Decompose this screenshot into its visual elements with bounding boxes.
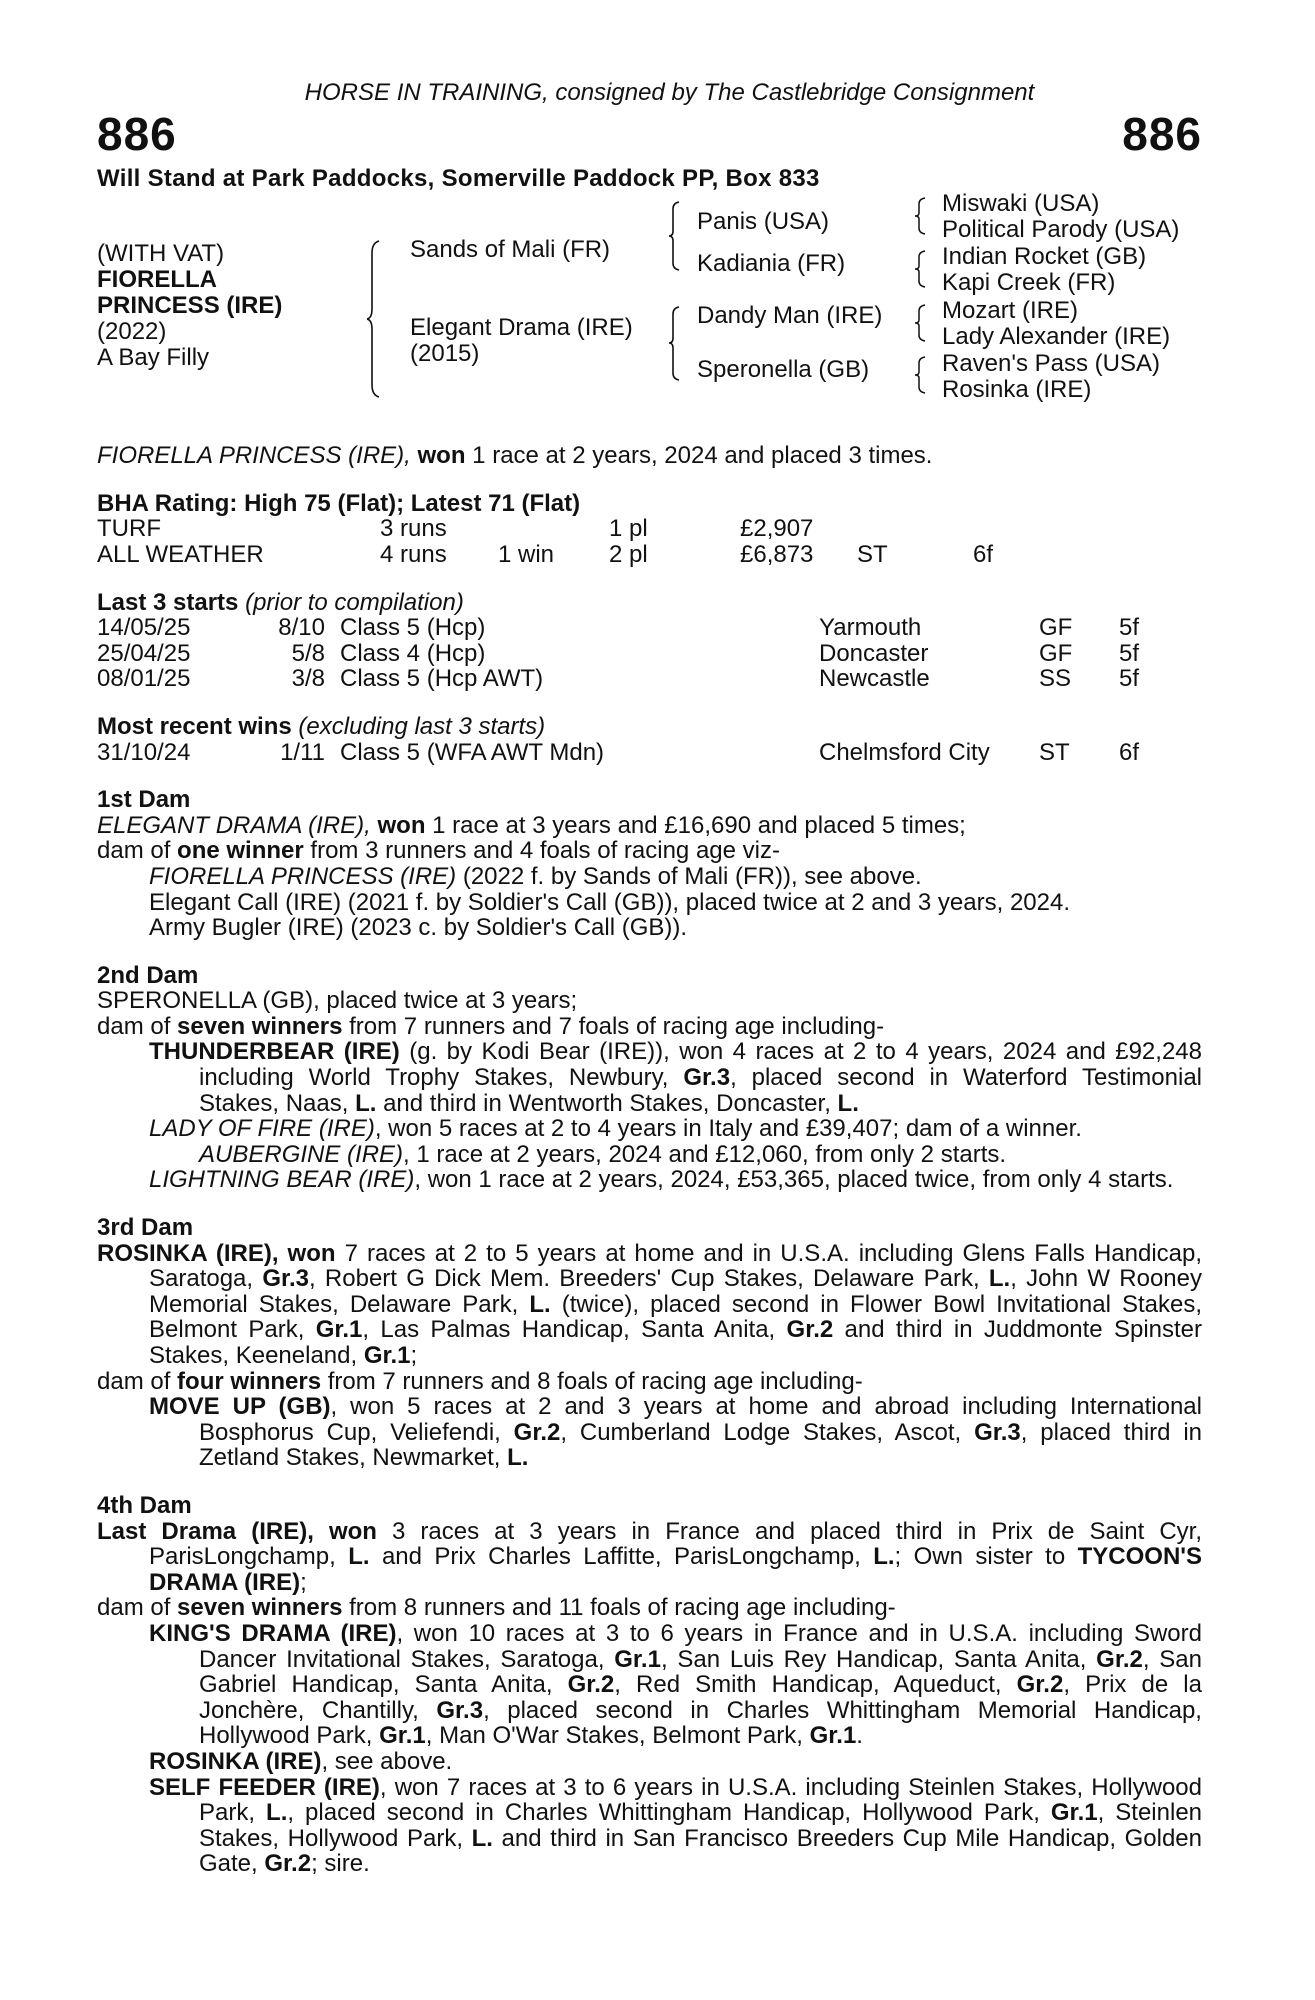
first-dam-title: 1st Dam bbox=[97, 786, 191, 814]
third-dam-section bbox=[97, 1215, 1202, 1471]
rating-going: ST bbox=[857, 540, 888, 568]
rating-prize: £2,907 bbox=[740, 515, 814, 543]
entry-text: , San Gabriel Handicap, Santa Anita, bbox=[199, 1645, 1203, 1699]
start-course: Newcastle bbox=[819, 665, 930, 693]
start-row bbox=[97, 615, 1202, 641]
vat-note: (WITH VAT) bbox=[97, 240, 225, 268]
sire: Sands of Mali (FR) bbox=[410, 236, 611, 264]
thunderbear-entry bbox=[97, 1039, 1202, 1116]
start-row bbox=[97, 666, 1202, 692]
win-date: 31/10/24 bbox=[97, 738, 191, 766]
entry-text: , won 7 races at 3 to 6 years in U.S.A. including Steinlen Stakes, Hollywood Park, bbox=[199, 1773, 1203, 1827]
grade: L. bbox=[266, 1799, 288, 1827]
summary-rest: 1 race at 2 years, 2024 and placed 3 times. bbox=[465, 442, 933, 470]
entry-text: , San Luis Rey Handicap, Santa Anita, bbox=[660, 1645, 1097, 1673]
rating-dist: 6f bbox=[973, 540, 994, 568]
win-race: Class 5 (WFA AWT Mdn) bbox=[340, 738, 605, 766]
entry-text: (g. by Kodi Bear (IRE)), won 4 races at 2 to 4 years, 2024 and £92,248 including World Trophy Stakes, Newbury, bbox=[199, 1038, 1202, 1092]
g3-ssd: Political Parody (USA) bbox=[942, 216, 1180, 244]
second-dam-produce bbox=[97, 1014, 1202, 1040]
entry-text: , Man O'War Stakes, Belmont Park, bbox=[425, 1722, 810, 1750]
entry-text: , 1 race at 2 years, 2024 and £12,060, from only 2 starts. bbox=[403, 1140, 1007, 1168]
summary-horse-name: FIORELLA PRINCESS (IRE), bbox=[97, 442, 411, 470]
dam-sire: Dandy Man (IRE) bbox=[697, 302, 883, 330]
first-dam-name: ELEGANT DRAMA (IRE), bbox=[97, 811, 371, 839]
dam-year: (2015) bbox=[410, 340, 480, 368]
win-going: ST bbox=[1039, 738, 1070, 766]
entry-text: , won 5 races at 2 to 4 years in Italy and £39,407; dam of a winner. bbox=[374, 1115, 1082, 1143]
rosinka-produce bbox=[97, 1369, 1202, 1395]
win-position: 1/11 bbox=[280, 738, 325, 766]
produce-prefix: dam of bbox=[97, 1594, 178, 1622]
brace-g3-1 bbox=[915, 197, 929, 235]
start-position: 8/10 bbox=[278, 614, 325, 642]
start-row bbox=[97, 641, 1202, 667]
first-dam-foal-2: Elegant Call (IRE) (2021 f. by Soldier's Call (GB)), placed twice at 2 and 3 years, 2024. bbox=[149, 888, 1071, 916]
rating-surface: ALL WEATHER bbox=[97, 540, 264, 568]
stand-location: Will Stand at Park Paddocks, Somerville Paddock PP, Box 833 bbox=[97, 164, 820, 192]
sire-dam-brace bbox=[367, 239, 387, 399]
start-going: SS bbox=[1039, 665, 1072, 693]
grade: Gr.2 bbox=[513, 1418, 561, 1446]
fourth-dam-title: 4th Dam bbox=[97, 1491, 192, 1519]
start-race: Class 4 (Hcp) bbox=[340, 639, 486, 667]
recent-wins-title: Most recent wins bbox=[97, 712, 292, 740]
first-dam-won: won bbox=[377, 811, 426, 839]
start-date: 25/04/25 bbox=[97, 639, 191, 667]
start-course: Yarmouth bbox=[819, 614, 922, 642]
summary-won: won bbox=[417, 442, 466, 470]
first-dam-foal-1 bbox=[97, 864, 1202, 890]
grade: L. bbox=[837, 1089, 859, 1117]
start-going: GF bbox=[1039, 639, 1073, 667]
g3-ddd: Rosinka (IRE) bbox=[942, 376, 1092, 404]
grade: L. bbox=[529, 1290, 551, 1318]
produce-rest: from 7 runners and 8 foals of racing age including- bbox=[321, 1367, 863, 1395]
grade: Gr.2 bbox=[567, 1671, 615, 1699]
grade: Gr.2 bbox=[264, 1850, 312, 1878]
dam-parents-brace bbox=[669, 306, 683, 381]
rating-surface: TURF bbox=[97, 515, 161, 543]
rating-row bbox=[97, 542, 1202, 568]
start-position: 3/8 bbox=[291, 665, 325, 693]
entry-text: . bbox=[856, 1722, 863, 1750]
rosinka-name: ROSINKA (IRE), bbox=[97, 1239, 279, 1267]
second-dam-title: 2nd Dam bbox=[97, 961, 199, 989]
kings-drama-name: KING'S DRAMA (IRE) bbox=[149, 1619, 397, 1647]
grade: Gr.2 bbox=[1096, 1645, 1143, 1673]
g3-sds: Indian Rocket (GB) bbox=[942, 243, 1147, 271]
g3-dsd: Lady Alexander (IRE) bbox=[942, 323, 1171, 351]
move-up-name: MOVE UP (GB) bbox=[149, 1393, 331, 1421]
grade: Gr.2 bbox=[786, 1316, 834, 1344]
produce-prefix: dam of bbox=[97, 1012, 178, 1040]
start-date: 14/05/25 bbox=[97, 614, 191, 642]
grade: Gr.3 bbox=[683, 1064, 731, 1092]
produce-rest: from 7 runners and 7 foals of racing age including- bbox=[342, 1012, 885, 1040]
entry-text: 3 races at 3 years in France and placed third in Prix de Saint Cyr, ParisLongchamp, bbox=[149, 1517, 1202, 1571]
entry-text: , placed second in Charles Whittingham Handicap, Hollywood Park, bbox=[287, 1799, 1051, 1827]
rating-row bbox=[97, 516, 1202, 542]
g3-sss: Miswaki (USA) bbox=[942, 190, 1100, 218]
horse-year: (2022) bbox=[97, 318, 167, 346]
entry-text: , John W Rooney Memorial Stakes, Delaware Park, bbox=[149, 1265, 1202, 1318]
pedigree-table bbox=[97, 191, 1202, 421]
produce-prefix: dam of bbox=[97, 837, 178, 865]
grade: Gr.1 bbox=[363, 1342, 411, 1369]
first-dam-section bbox=[97, 787, 1202, 941]
entry-text: and third in Wentworth Stakes, Doncaster, bbox=[376, 1089, 838, 1117]
move-up-entry bbox=[97, 1394, 1202, 1471]
first-dam-produce bbox=[97, 838, 1202, 864]
sire-sire: Panis (USA) bbox=[697, 208, 830, 236]
foal-name: FIORELLA PRINCESS (IRE) bbox=[149, 862, 457, 890]
last-drama-produce bbox=[97, 1595, 1202, 1621]
second-dam-record: SPERONELLA (GB), placed twice at 3 years; bbox=[97, 987, 578, 1015]
start-dist: 5f bbox=[1119, 665, 1140, 693]
grade: L. bbox=[348, 1543, 370, 1571]
start-dist: 5f bbox=[1119, 639, 1140, 667]
entry-text: ; bbox=[410, 1342, 418, 1369]
entry-text: 7 races at 2 to 5 years at home and in U.S.A. including Glens Falls Handicap, Saratoga, bbox=[149, 1239, 1203, 1293]
entry-text: , Prix de la Jonchère, Chantilly, bbox=[199, 1671, 1202, 1724]
foal-rest: (2022 f. by Sands of Mali (FR)), see above. bbox=[456, 862, 922, 890]
horse-name-line1: FIORELLA bbox=[97, 266, 217, 294]
last-drama-won: won bbox=[328, 1517, 377, 1545]
start-date: 08/01/25 bbox=[97, 665, 191, 693]
rating-placed: 1 pl bbox=[609, 515, 648, 543]
entry-text: and third in Juddmonte Spinster Stakes, Keeneland, bbox=[149, 1316, 1203, 1369]
entry-text: ; bbox=[300, 1568, 307, 1596]
produce-prefix: dam of bbox=[97, 1367, 178, 1395]
last-starts-note: (prior to compilation) bbox=[245, 588, 464, 616]
lot-number-right: 886 bbox=[1122, 107, 1202, 160]
aubergine-name: AUBERGINE (IRE) bbox=[199, 1140, 404, 1168]
first-dam-record bbox=[97, 813, 1202, 839]
last-drama-record bbox=[97, 1519, 1202, 1596]
rating-placed: 2 pl bbox=[609, 540, 648, 568]
third-dam-title: 3rd Dam bbox=[97, 1214, 194, 1242]
grade: L. bbox=[507, 1444, 529, 1472]
last-drama-name: Last Drama (IRE), bbox=[97, 1517, 314, 1545]
start-dist: 5f bbox=[1119, 614, 1140, 642]
produce-winners: four winners bbox=[177, 1367, 322, 1395]
rosinka-won: won bbox=[287, 1239, 336, 1267]
rating-title: BHA Rating: High 75 (Flat); Latest 71 (Flat) bbox=[97, 489, 581, 517]
rating-runs: 4 runs bbox=[380, 540, 447, 568]
rating-section bbox=[97, 491, 1202, 568]
entry-text: , Steinlen Stakes, Hollywood Park, bbox=[199, 1799, 1203, 1852]
sister-name: TYCOON'S DRAMA (IRE) bbox=[149, 1543, 1202, 1596]
brace-g3-4 bbox=[915, 356, 929, 394]
g3-dds: Raven's Pass (USA) bbox=[942, 350, 1160, 378]
start-going: GF bbox=[1039, 614, 1073, 642]
catalogue-page bbox=[97, 80, 1202, 1877]
grade: Gr.2 bbox=[1016, 1671, 1064, 1699]
grade: Gr.1 bbox=[809, 1722, 857, 1750]
lady-of-fire-name: LADY OF FIRE (IRE) bbox=[149, 1115, 375, 1143]
brace-g3-3 bbox=[915, 304, 929, 342]
fourth-dam-section bbox=[97, 1493, 1202, 1877]
grade: L. bbox=[355, 1089, 377, 1117]
self-feeder-entry bbox=[97, 1775, 1202, 1877]
consignment-line: HORSE IN TRAINING, consigned by The Castlebridge Consignment bbox=[304, 79, 1035, 106]
kings-drama-entry bbox=[97, 1621, 1202, 1749]
entry-text: , see above. bbox=[321, 1747, 453, 1775]
grade: Gr.3 bbox=[436, 1696, 484, 1724]
entry-text: , Red Smith Handicap, Aqueduct, bbox=[614, 1671, 1017, 1699]
g3-dss: Mozart (IRE) bbox=[942, 297, 1079, 325]
entry-text: , placed second in Charles Whittingham Memorial Handicap, Hollywood Park, bbox=[199, 1696, 1202, 1750]
dam: Elegant Drama (IRE) bbox=[410, 314, 633, 342]
rosinka-ref-entry bbox=[97, 1749, 1202, 1775]
rating-runs: 3 runs bbox=[380, 515, 447, 543]
lot-number-row bbox=[97, 108, 1202, 160]
g3-sdd: Kapi Creek (FR) bbox=[942, 269, 1116, 297]
rating-prize: £6,873 bbox=[740, 540, 814, 568]
grade: Gr.3 bbox=[974, 1418, 1021, 1446]
entry-text: , won 5 races at 2 and 3 years at home and abroad including International Bosphorus Cup, Veliefendi, bbox=[199, 1393, 1202, 1446]
recent-wins-section bbox=[97, 714, 1202, 765]
grade: Gr.1 bbox=[315, 1316, 363, 1344]
brace-g3-2 bbox=[915, 250, 929, 288]
sire-parents-brace bbox=[669, 201, 683, 271]
entry-text: , Las Palmas Handicap, Santa Anita, bbox=[362, 1316, 787, 1344]
entry-text: , won 1 race at 2 years, 2024, £53,365, placed twice, from only 4 starts. bbox=[414, 1166, 1174, 1194]
produce-rest: from 3 runners and 4 foals of racing age viz- bbox=[303, 837, 780, 865]
grade: L. bbox=[471, 1824, 493, 1852]
grade: L. bbox=[873, 1543, 895, 1571]
produce-rest: from 8 runners and 11 foals of racing age including- bbox=[342, 1594, 896, 1622]
entry-text: , Robert G Dick Mem. Breeders' Cup Stakes, Delaware Park, bbox=[309, 1265, 989, 1293]
last-starts-section bbox=[97, 590, 1202, 692]
entry-text: and third in San Francisco Breeders Cup Mile Handicap, Golden Gate, bbox=[199, 1824, 1202, 1878]
win-dist: 6f bbox=[1119, 738, 1140, 766]
grade: Gr.3 bbox=[262, 1265, 310, 1293]
recent-win-row bbox=[97, 740, 1202, 766]
lady-of-fire-entry bbox=[97, 1116, 1202, 1142]
produce-winners: one winner bbox=[177, 837, 304, 865]
self-feeder-name: SELF FEEDER (IRE) bbox=[149, 1773, 380, 1801]
entry-text: ; sire. bbox=[311, 1850, 370, 1878]
lightning-bear-entry bbox=[97, 1167, 1202, 1193]
win-course: Chelmsford City bbox=[819, 738, 990, 766]
dam-dam: Speronella (GB) bbox=[697, 356, 870, 384]
recent-wins-note: (excluding last 3 starts) bbox=[298, 712, 546, 740]
entry-text: , Cumberland Lodge Stakes, Ascot, bbox=[560, 1418, 975, 1446]
grade: L. bbox=[988, 1265, 1011, 1293]
last-starts-heading bbox=[97, 590, 1202, 616]
first-dam-rest: 1 race at 3 years and £16,690 and placed 5 times; bbox=[425, 811, 966, 839]
grade: Gr.1 bbox=[614, 1645, 661, 1673]
entry-text: , won 10 races at 3 to 6 years in France and in U.S.A. including Sword Dancer Invitational Stakes, Saratoga, bbox=[199, 1619, 1202, 1673]
entry-text: , placed second in Waterford Testimonial Stakes, Naas, bbox=[199, 1064, 1202, 1117]
thunderbear-name: THUNDERBEAR (IRE) bbox=[149, 1038, 400, 1066]
rosinka-ref-name: ROSINKA (IRE) bbox=[149, 1747, 322, 1775]
horse-description: A Bay Filly bbox=[97, 344, 210, 372]
grade: Gr.1 bbox=[379, 1722, 426, 1750]
entry-text: and Prix Charles Laffitte, ParisLongchamp, bbox=[369, 1543, 874, 1571]
lot-number-left: 886 bbox=[97, 107, 177, 160]
entry-text: ; Own sister to bbox=[894, 1543, 1078, 1571]
entry-text: , placed third in Zetland Stakes, Newmarket, bbox=[199, 1418, 1203, 1472]
sire-dam: Kadiania (FR) bbox=[697, 250, 846, 278]
start-race: Class 5 (Hcp) bbox=[340, 614, 486, 642]
produce-winners: seven winners bbox=[177, 1012, 343, 1040]
start-race: Class 5 (Hcp AWT) bbox=[340, 665, 544, 693]
entry-text: (twice), placed second in Flower Bowl Invitational Stakes, Belmont Park, bbox=[149, 1290, 1202, 1344]
horse-name-line2: PRINCESS (IRE) bbox=[97, 292, 283, 320]
last-starts-title: Last 3 starts bbox=[97, 588, 239, 616]
lightning-bear-name: LIGHTNING BEAR (IRE) bbox=[149, 1166, 415, 1194]
second-dam-section bbox=[97, 963, 1202, 1193]
aubergine-entry bbox=[97, 1142, 1202, 1168]
start-position: 5/8 bbox=[291, 639, 325, 667]
rosinka-record bbox=[97, 1241, 1202, 1369]
start-course: Doncaster bbox=[819, 639, 929, 667]
race-summary bbox=[97, 443, 1202, 469]
rating-wins: 1 win bbox=[498, 540, 555, 568]
grade: Gr.1 bbox=[1050, 1799, 1098, 1827]
first-dam-foal-3: Army Bugler (IRE) (2023 c. by Soldier's Call (GB)). bbox=[149, 914, 688, 942]
produce-winners: seven winners bbox=[177, 1594, 343, 1622]
recent-wins-heading bbox=[97, 714, 1202, 740]
